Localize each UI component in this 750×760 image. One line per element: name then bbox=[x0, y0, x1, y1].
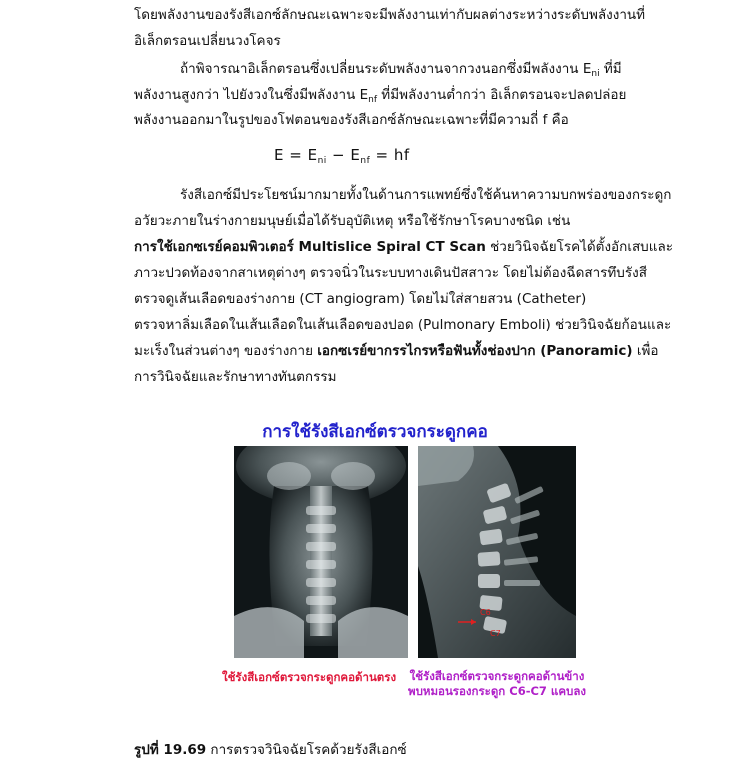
paragraph-2-line-2: พลังงานสูงกว่า ไปยังวงในซึ่งมีพลังงาน $E_{nf}$ ที่มีพลังงานต่ำกว่า อิเล็กตรอนจะปลดปล่อย bbox=[134, 87, 627, 105]
energy-formula: $E = E_{ni} - E_{nf}$ = hf bbox=[274, 146, 410, 166]
paragraph-3-line-7: มะเร็งในส่วนต่างๆ ของร่างกาย เอกซเรย์ขากรรไกรหรือฟันทั้งช่องปาก (Panoramic) เพื่อ bbox=[134, 343, 659, 359]
paragraph-2-line-1: ถ้าพิจารณาอิเล็กตรอนซึ่งเปลี่ยนระดับพลังงานจากวงนอกซึ่งมีพลังงาน $E_{ni}$ ที่มี bbox=[180, 61, 622, 79]
xray-neck-lateral-image bbox=[418, 446, 576, 658]
paragraph-2-line-3: พลังงานออกมาในรูปของโฟตอนของรังสีเอกซ์ลักษณะเฉพาะที่มีความถี่ f คือ bbox=[134, 112, 569, 128]
paragraph-3-line-6: ตรวจหาลิ่มเลือดในเส้นเลือดในเส้นเลือดของปอด (Pulmonary Emboli) ช่วยวินิจฉัยก้อนและ bbox=[134, 317, 672, 333]
paragraph-3-line-8: การวินิจฉัยและรักษาทางทันตกรรม bbox=[134, 369, 337, 385]
paragraph-3-line-4: ภาวะปวดท้องจากสาเหตุต่างๆ ตรวจนิ่วในระบบทางเดินปัสสาวะ โดยไม่ต้องฉีดสารทึบรังสี bbox=[134, 265, 647, 281]
paragraph-3-line-2: อวัยวะภายในร่างกายมนุษย์เมื่อได้รับอุบัติเหตุ หรือใช้รักษาโรคบางชนิด เช่น bbox=[134, 213, 571, 229]
label-c6: C6 bbox=[480, 608, 491, 617]
caption-lateral bbox=[408, 669, 586, 699]
caption-frontal: ใช้รังสีเอกซ์ตรวจกระดูกคอด้านตรง bbox=[222, 670, 397, 684]
figure-number: รูปที่ 19.69 bbox=[134, 742, 207, 758]
label-c7: C7 bbox=[490, 629, 501, 638]
figure-title: การใช้รังสีเอกซ์ตรวจกระดูกคอ bbox=[262, 422, 488, 442]
caption-lateral-line-1: ใช้รังสีเอกซ์ตรวจกระดูกคอด้านข้าง bbox=[409, 669, 585, 683]
paragraph-1-line-2: อิเล็กตรอนเปลี่ยนวงโคจร bbox=[134, 33, 281, 49]
caption-lateral-line-2: พบหมอนรองกระดูก C6-C7 แคบลง bbox=[408, 684, 586, 698]
figure-caption bbox=[134, 738, 407, 760]
paragraph-3-line-3: การใช้เอกซเรย์คอมพิวเตอร์ Multislice Spiral CT Scan ช่วยวินิจฉัยโรคได้ตั้งอักเสบและ bbox=[134, 239, 673, 255]
figure-caption-text: การตรวจวินิจฉัยโรคด้วยรังสีเอกซ์ bbox=[206, 742, 407, 758]
paragraph-1-line-1: โดยพลังงานของรังสีเอกซ์ลักษณะเฉพาะจะมีพลังงานเท่ากับผลต่างระหว่างระดับพลังงานที่ bbox=[134, 7, 646, 23]
xray-neck-frontal-image bbox=[234, 446, 408, 658]
paragraph-3-line-1: รังสีเอกซ์มีประโยชน์มากมายทั้งในด้านการแพทย์ซึ่งใช้ค้นหาความบกพร่องของกระดูก bbox=[180, 187, 672, 203]
paragraph-3-line-5: ตรวจดูเส้นเลือดของร่างกาย (CT angiogram) โดยไม่ใส่สายสวน (Catheter) bbox=[134, 291, 587, 307]
